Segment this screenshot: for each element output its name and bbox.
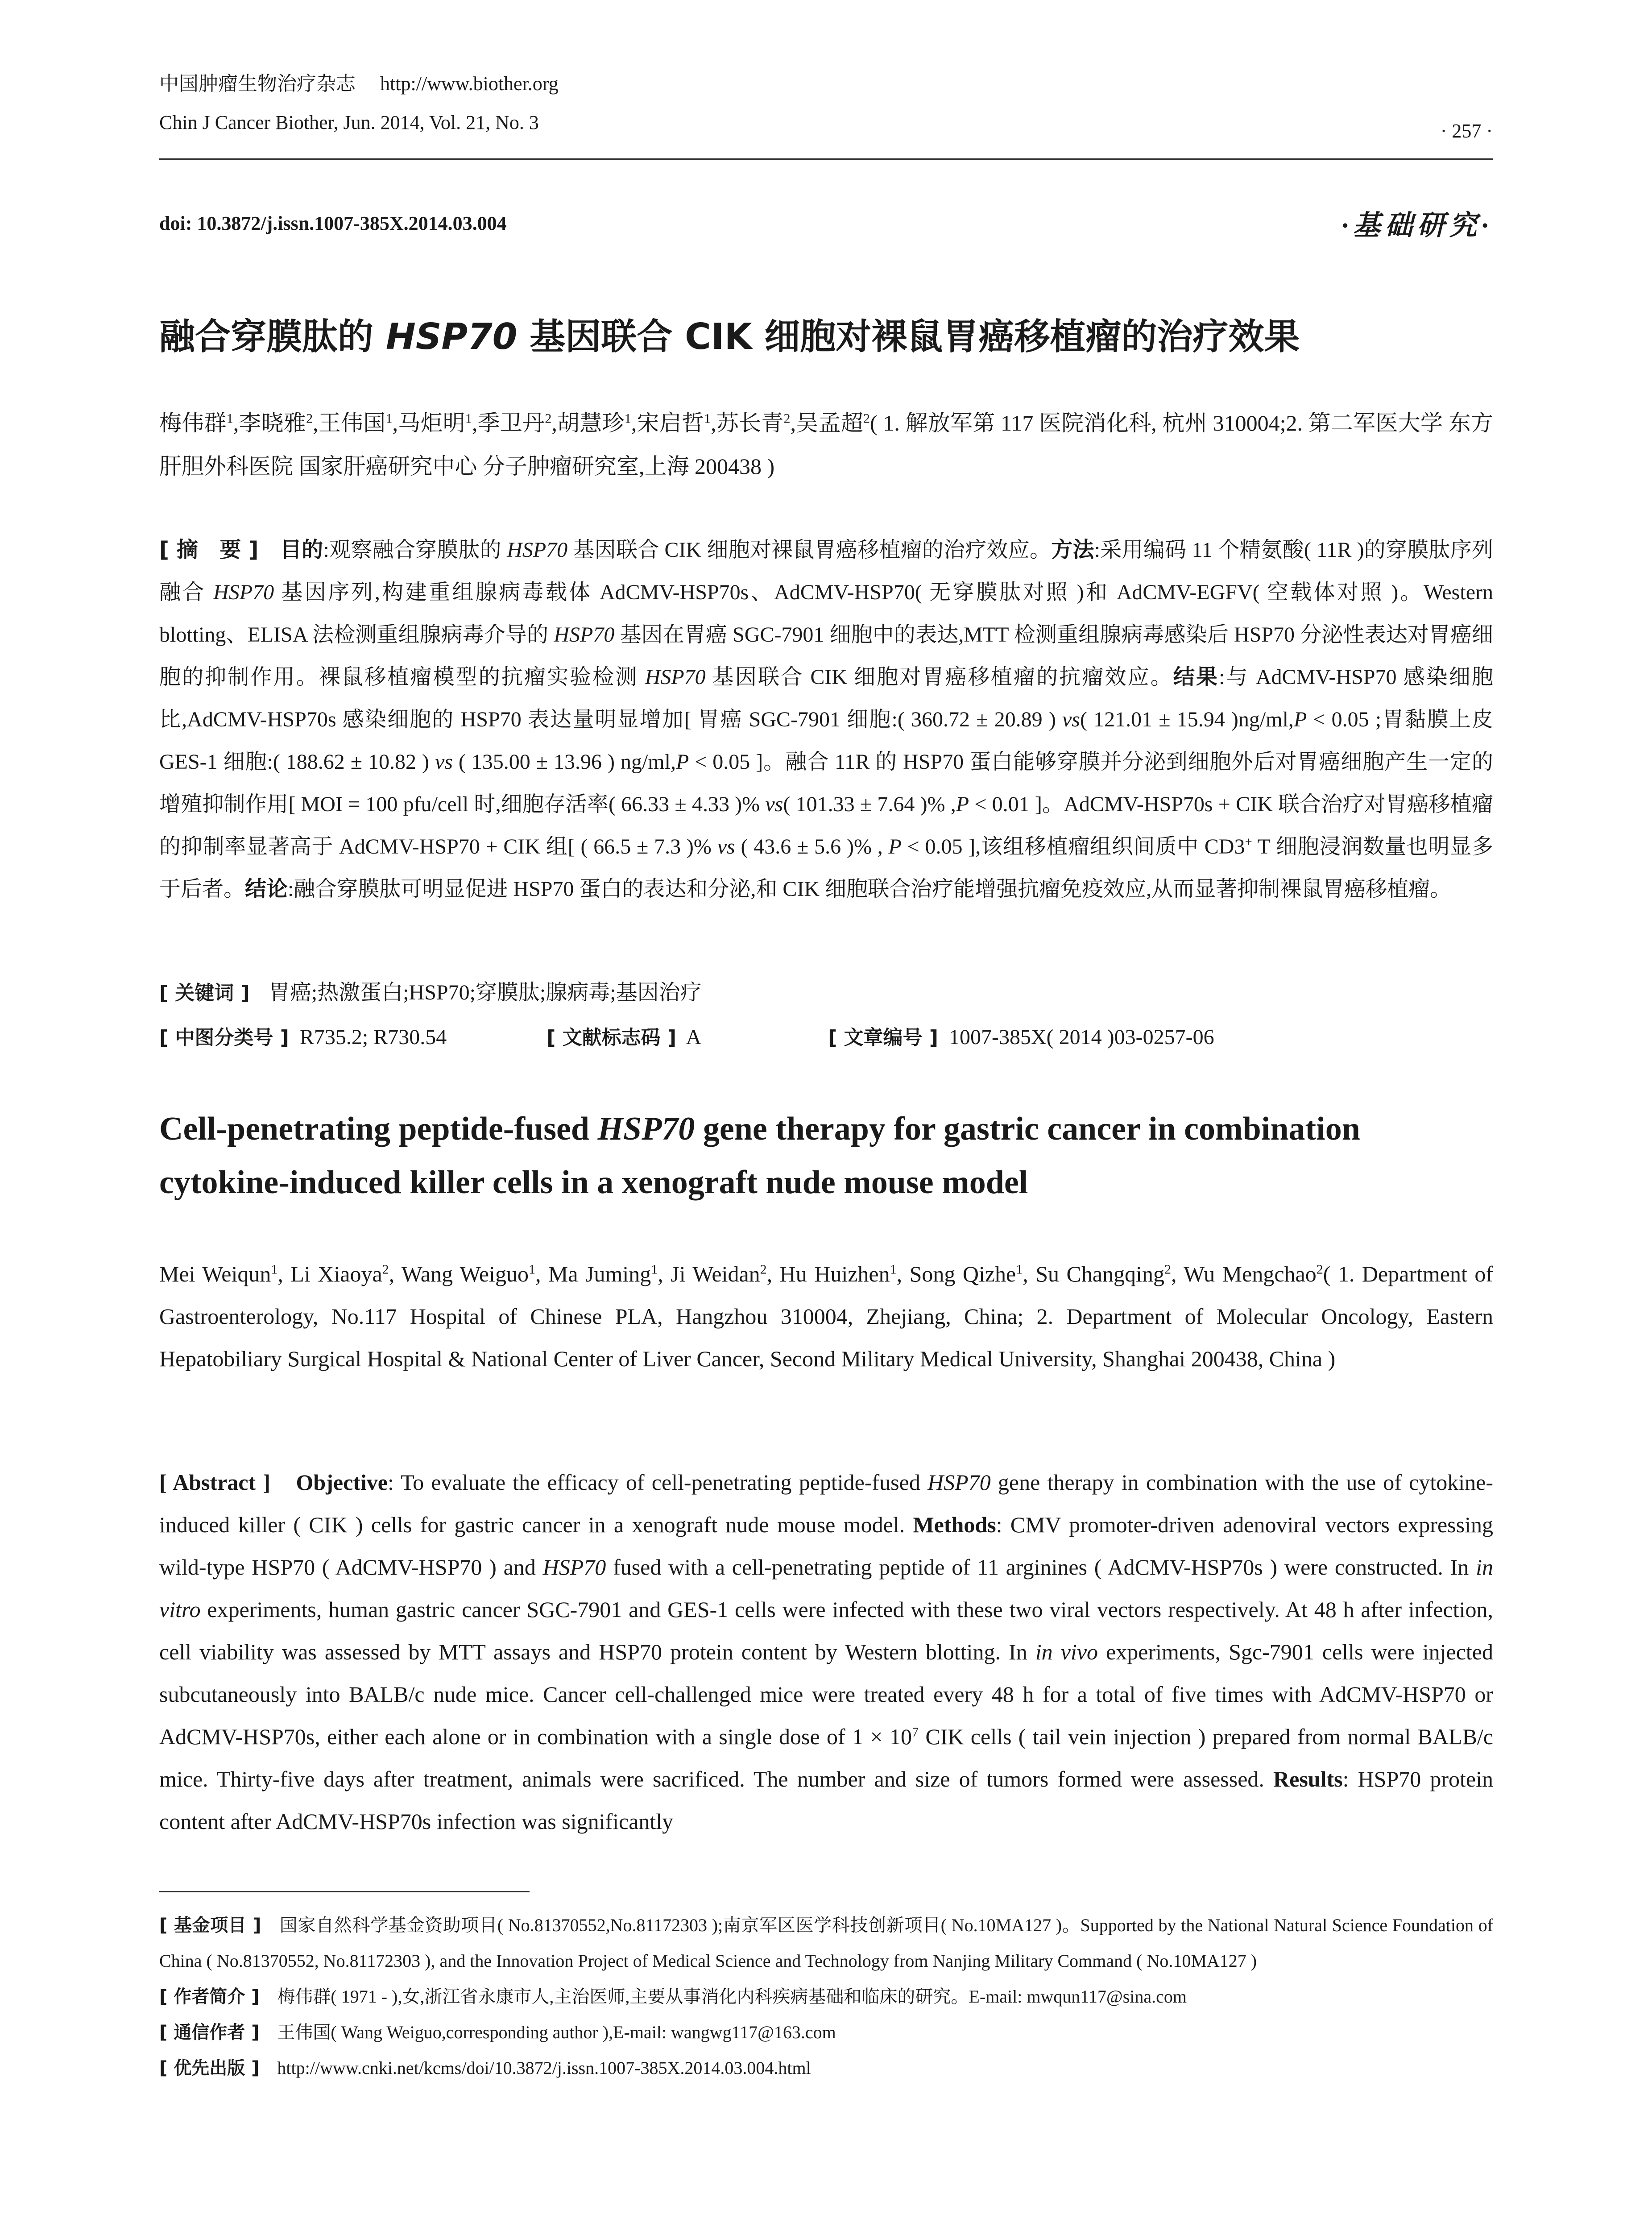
footnote-author-bio: [ 作者简介 ] 梅伟群( 1971 - ),女,浙江省永康市人,主治医师,主要从事消化内科疾病基础和临床的研究。E-mail: mwqun117@sina.com bbox=[159, 1986, 1187, 2007]
cn-abstract-segment: HSP70 bbox=[554, 623, 615, 647]
cn-abstract-segment: 基因联合 CIK 细胞对胃癌移植瘤的抗瘤效应。 bbox=[705, 665, 1173, 689]
keywords bbox=[159, 979, 1493, 1007]
cn-abstract-segment: 方法 bbox=[1051, 537, 1094, 562]
en-authors-segment: 2 bbox=[760, 1262, 767, 1277]
en-authors-segment: , Wang Weiguo bbox=[389, 1261, 529, 1286]
cn-authors-segment: ,苏长青 bbox=[711, 411, 784, 435]
cn-authors-segment: 1 bbox=[704, 411, 711, 426]
keywords-value: 胃癌;热激蛋白;HSP70;穿膜肽;腺病毒;基因治疗 bbox=[268, 981, 702, 1004]
doc-code-label: [ 文献标志码 ] bbox=[547, 1026, 677, 1049]
en-abstract-segment: : CMV promoter-driven adenoviral vectors expressing wild-type HSP70 ( AdCMV-HSP70 ) and bbox=[159, 1512, 1493, 1580]
page-number: · 257 · bbox=[1440, 120, 1493, 142]
cn-abstract-segment: 基因序列,构建重组腺病毒载体 AdCMV-HSP70s、AdCMV-HSP70( 无穿膜肽对照 )和 AdCMV-EGFV( 空载体对照 )。Western blotting、ELISA 法检测重组腺病毒介导的 bbox=[159, 581, 1493, 647]
cn-authors-segment: ( 1. 解放军第 117 医院消化科, 杭州 310004;2. 第二军医大学 东方肝胆外科医院 国家肝癌研究中心 分子肿瘤研究室,上海 200438 ) bbox=[159, 411, 1494, 479]
en-authors-segment: 1 bbox=[890, 1262, 897, 1277]
cn-abstract-segment: < 0.05 ;胃黏膜上皮 GES-1 细胞:( 188.62 ± 10.82 ) bbox=[159, 708, 1493, 774]
en-abstract-segment: in vitro bbox=[159, 1555, 1493, 1622]
cn-authors-segment: ,胡慧珍 bbox=[551, 411, 625, 435]
clc-value: R735.2; R730.54 bbox=[299, 1025, 447, 1049]
cn-abstract-segment: + bbox=[1245, 835, 1252, 849]
cn-abstract-segment: < 0.05 ],该组移植瘤组织间质中 CD3 bbox=[901, 835, 1245, 858]
en-authors-segment: ( 1. Department of Gastroenterology, No.117 Hospital of Chinese PLA, Hangzhou 310004, Zhejiang, China; 2. Department of Molecular Oncology, Eastern Hepatobiliary Surgical Hospital & National Center of Liver Cancer, Second Military Medical University, Shanghai 200438, China ) bbox=[159, 1261, 1493, 1371]
cn-abstract-segment: P bbox=[675, 750, 689, 774]
chinese-abstract bbox=[159, 529, 1493, 910]
cn-authors-segment: ,马炬明 bbox=[392, 411, 465, 435]
cn-abstract-segment: ( 101.33 ± 7.64 )% , bbox=[783, 792, 956, 816]
cn-abstract-segment: 结论 bbox=[245, 876, 288, 901]
cn-abstract-segment: P bbox=[956, 792, 969, 816]
cn-authors-segment: 1 bbox=[226, 411, 233, 426]
chinese-title bbox=[159, 308, 1493, 359]
chinese-authors bbox=[159, 402, 1493, 488]
cn-abstract-segment: vs bbox=[435, 750, 453, 774]
en-authors-segment: , Su Changqing bbox=[1023, 1261, 1164, 1286]
cn-abstract-segment: vs bbox=[1062, 708, 1080, 731]
en-abstract-segment: 7 bbox=[911, 1725, 919, 1740]
en-authors-segment: 2 bbox=[1316, 1262, 1323, 1277]
cn-authors-segment: ,吴孟超 bbox=[790, 411, 863, 435]
cn-authors-segment: 2 bbox=[863, 411, 870, 426]
english-abstract bbox=[159, 1461, 1493, 1843]
en-authors-segment: 2 bbox=[1164, 1262, 1171, 1277]
cn-abstract-segment: HSP70 bbox=[507, 538, 568, 562]
english-authors bbox=[159, 1253, 1493, 1380]
en-authors-segment: Mei Weiqun bbox=[159, 1261, 271, 1286]
en-abstract-segment: experiments, Sgc-7901 cells were injected subcutaneously into BALB/c nude mice. Cancer cell-challenged mice were treated every 48 h for a total of five times with AdCMV-HSP70 or AdCMV-HSP70s, either each alone or in combination with a single dose of 1 × 10 bbox=[159, 1639, 1493, 1749]
cn-abstract-segment: ( 121.01 ± 15.94 )ng/ml, bbox=[1080, 708, 1294, 731]
en-authors-segment: 1 bbox=[528, 1262, 535, 1277]
footnote-rule bbox=[159, 1891, 530, 1892]
cn-authors-segment: 2 bbox=[545, 411, 552, 426]
en-abstract-segment: : To evaluate the efficacy of cell-penetrating peptide-fused bbox=[388, 1470, 928, 1495]
cn-abstract-segment: :采用编码 11 个精氨酸( 11R )的穿膜肽序列融合 bbox=[159, 538, 1493, 604]
en-title-segment: Cell-penetrating peptide-fused bbox=[159, 1111, 598, 1147]
en-authors-segment: 1 bbox=[271, 1262, 278, 1277]
cn-abstract-segment: 结果 bbox=[1173, 664, 1219, 689]
en-abstract-segment: Methods bbox=[913, 1512, 996, 1537]
cn-abstract-segment: HSP70 bbox=[213, 581, 274, 604]
footnote-corresponding: [ 通信作者 ] 王伟国( Wang Weiguo,corresponding author ),E-mail: wangwg117@163.com bbox=[159, 2022, 836, 2043]
en-authors-segment: , Wu Mengchao bbox=[1171, 1261, 1317, 1286]
english-title bbox=[159, 1102, 1493, 1209]
cn-authors-segment: ,季卫丹 bbox=[472, 411, 545, 435]
en-abstract-segment: [ Abstract ] bbox=[159, 1470, 271, 1495]
en-abstract-segment: fused with a cell-penetrating peptide of 11 arginines ( AdCMV-HSP70s ) were constructed. In bbox=[606, 1555, 1476, 1580]
clc-label: [ 中图分类号 ] bbox=[159, 1026, 289, 1049]
cn-authors-segment: ,李晓雅 bbox=[233, 411, 306, 435]
cn-abstract-segment: P bbox=[888, 835, 902, 858]
cn-abstract-segment bbox=[258, 538, 280, 562]
section-label: ·基础研究· bbox=[1341, 211, 1493, 241]
online-first-link[interactable]: http://www.cnki.net/kcms/doi/10.3872/j.issn.1007-385X.2014.03.004.html bbox=[277, 2058, 811, 2078]
cn-authors-segment: ,王伟国 bbox=[313, 411, 386, 435]
en-abstract-segment: : HSP70 protein content after AdCMV-HSP70s infection was significantly bbox=[159, 1767, 1494, 1834]
footnotes bbox=[159, 1908, 1493, 2086]
article-number-value: 1007-385X( 2014 )03-0257-06 bbox=[948, 1025, 1214, 1049]
cn-authors-segment: 梅伟群 bbox=[159, 411, 227, 435]
en-authors-segment: , Ji Weidan bbox=[658, 1261, 760, 1286]
footnote-online-first: [ 优先出版 ] http://www.cnki.net/kcms/doi/10.3872/j.issn.1007-385X.2014.03.004.html bbox=[159, 2058, 811, 2078]
en-abstract-segment: CIK cells ( tail vein injection ) prepared from normal BALB/c mice. Thirty-five days after treatment, animals were sacrificed. The number and size of tumors formed were assessed. bbox=[159, 1724, 1493, 1791]
en-abstract-segment: gene therapy in combination with the use of cytokine-induced killer ( CIK ) cells for gastric cancer in a xenograft nude mouse model. bbox=[159, 1470, 1494, 1537]
cn-title-segment: 融合穿膜肽的 bbox=[159, 316, 386, 357]
en-title-segment: gene therapy for gastric cancer in combination cytokine-induced killer cells in a xenograft nude mouse model bbox=[159, 1111, 1360, 1201]
en-authors-segment: , Ma Juming bbox=[535, 1261, 651, 1286]
en-authors-segment: , Song Qizhe bbox=[896, 1261, 1016, 1286]
journal-header-cn: 中国肿瘤生物治疗杂志 http://www.biother.org bbox=[159, 73, 559, 95]
cn-abstract-segment: P bbox=[1293, 708, 1307, 731]
en-authors-segment: 1 bbox=[651, 1262, 658, 1277]
cn-authors-segment: ,宋启哲 bbox=[631, 411, 704, 435]
doc-code-value: A bbox=[686, 1025, 702, 1049]
keywords-label: [ 关键词 ] bbox=[159, 982, 250, 1004]
en-authors-segment: , Li Xiaoya bbox=[277, 1261, 382, 1286]
cn-abstract-segment: HSP70 bbox=[645, 665, 706, 689]
cn-abstract-segment: T 细胞浸润数量也明显多于后者。 bbox=[159, 835, 1493, 901]
en-authors-segment: 1 bbox=[1016, 1262, 1023, 1277]
en-abstract-segment bbox=[270, 1470, 296, 1495]
cn-abstract-segment: ( 135.00 ± 13.96 ) ng/ml, bbox=[452, 750, 676, 774]
cn-abstract-segment: < 0.05 ]。融合 11R 的 HSP70 蛋白能够穿膜并分泌到细胞外后对胃癌细胞产生一定的增殖抑制作用[ MOI = 100 pfu/cell 时,细胞存活率( 66.33 ± 4.33 )% bbox=[159, 750, 1493, 816]
cn-abstract-segment: ( 43.6 ± 5.6 )% , bbox=[735, 835, 889, 858]
cn-title-segment: 基因联合 CIK 细胞对裸鼠胃癌移植瘤的治疗效果 bbox=[517, 316, 1300, 357]
en-title-segment: HSP70 bbox=[597, 1111, 695, 1147]
en-authors-segment: 2 bbox=[382, 1262, 389, 1277]
cn-abstract-segment: vs bbox=[765, 792, 783, 816]
en-authors-segment: , Hu Huizhen bbox=[766, 1261, 890, 1286]
cn-authors-segment: 2 bbox=[783, 411, 791, 426]
classification bbox=[159, 1024, 1493, 1051]
cn-authors-segment: 1 bbox=[624, 411, 631, 426]
doi: doi: 10.3872/j.issn.1007-385X.2014.03.004 bbox=[159, 212, 507, 234]
cn-abstract-segment: 基因在胃癌 SGC-7901 细胞中的表达,MTT 检测重组腺病毒感染后 HSP70 分泌性表达对胃癌细胞的抑制作用。裸鼠移植瘤模型的抗瘤实验检测 bbox=[159, 623, 1493, 689]
journal-header-en: Chin J Cancer Biother, Jun. 2014, Vol. 21, No. 3 bbox=[159, 112, 539, 133]
cn-authors-segment: 1 bbox=[385, 411, 393, 426]
cn-abstract-segment: :观察融合穿膜肽的 bbox=[323, 538, 507, 562]
cn-abstract-segment: 目的 bbox=[280, 537, 323, 562]
footnote-funding: [ 基金项目 ] 国家自然科学基金资助项目( No.81370552,No.81172303 );南京军区医学科技创新项目( No.10MA127 )。Supported by the National Natural Science Foundation of China ( No.81370552, No.81172303 ), and the Innovation Project of Medical Science and Technology from Nanjing Military Command ( No.10MA127 ) bbox=[159, 1915, 1494, 1971]
cn-authors-segment: 2 bbox=[306, 411, 313, 426]
cn-abstract-segment: 基因联合 CIK 细胞对裸鼠胃癌移植瘤的治疗效应。 bbox=[567, 538, 1052, 562]
en-abstract-segment: in vivo bbox=[1035, 1639, 1098, 1664]
cn-authors-segment: 1 bbox=[465, 411, 472, 426]
cn-abstract-segment: vs bbox=[717, 835, 735, 858]
cn-abstract-segment: [ 摘 要 ] bbox=[159, 537, 259, 562]
en-abstract-segment: HSP70 bbox=[927, 1470, 991, 1495]
en-abstract-segment: Results bbox=[1273, 1767, 1343, 1791]
en-abstract-segment: HSP70 bbox=[542, 1555, 606, 1580]
header-rule bbox=[159, 158, 1493, 160]
cn-abstract-segment: < 0.01 ]。AdCMV-HSP70s + CIK 联合治疗对胃癌移植瘤的抑制率显著高于 AdCMV-HSP70 + CIK 组[ ( 66.5 ± 7.3 )% bbox=[159, 792, 1493, 858]
cn-abstract-segment: :与 AdCMV-HSP70 感染细胞比,AdCMV-HSP70s 感染细胞的 HSP70 表达量明显增加[ 胃癌 SGC-7901 细胞:( 360.72 ± 20.89 ) bbox=[159, 665, 1493, 731]
cn-title-segment: HSP70 bbox=[385, 316, 518, 357]
article-number-label: [ 文章编号 ] bbox=[828, 1026, 938, 1049]
en-abstract-segment: experiments, human gastric cancer SGC-7901 and GES-1 cells were infected with these two viral vectors respectively. At 48 h after infection, cell viability was assessed by MTT assays and HSP70 protein content by Western blotting. In bbox=[159, 1597, 1493, 1664]
cn-abstract-segment: :融合穿膜肽可明显促进 HSP70 蛋白的表达和分泌,和 CIK 细胞联合治疗能增强抗瘤免疫效应,从而显著抑制裸鼠胃癌移植瘤。 bbox=[288, 877, 1452, 901]
en-abstract-segment: Objective bbox=[296, 1470, 388, 1495]
